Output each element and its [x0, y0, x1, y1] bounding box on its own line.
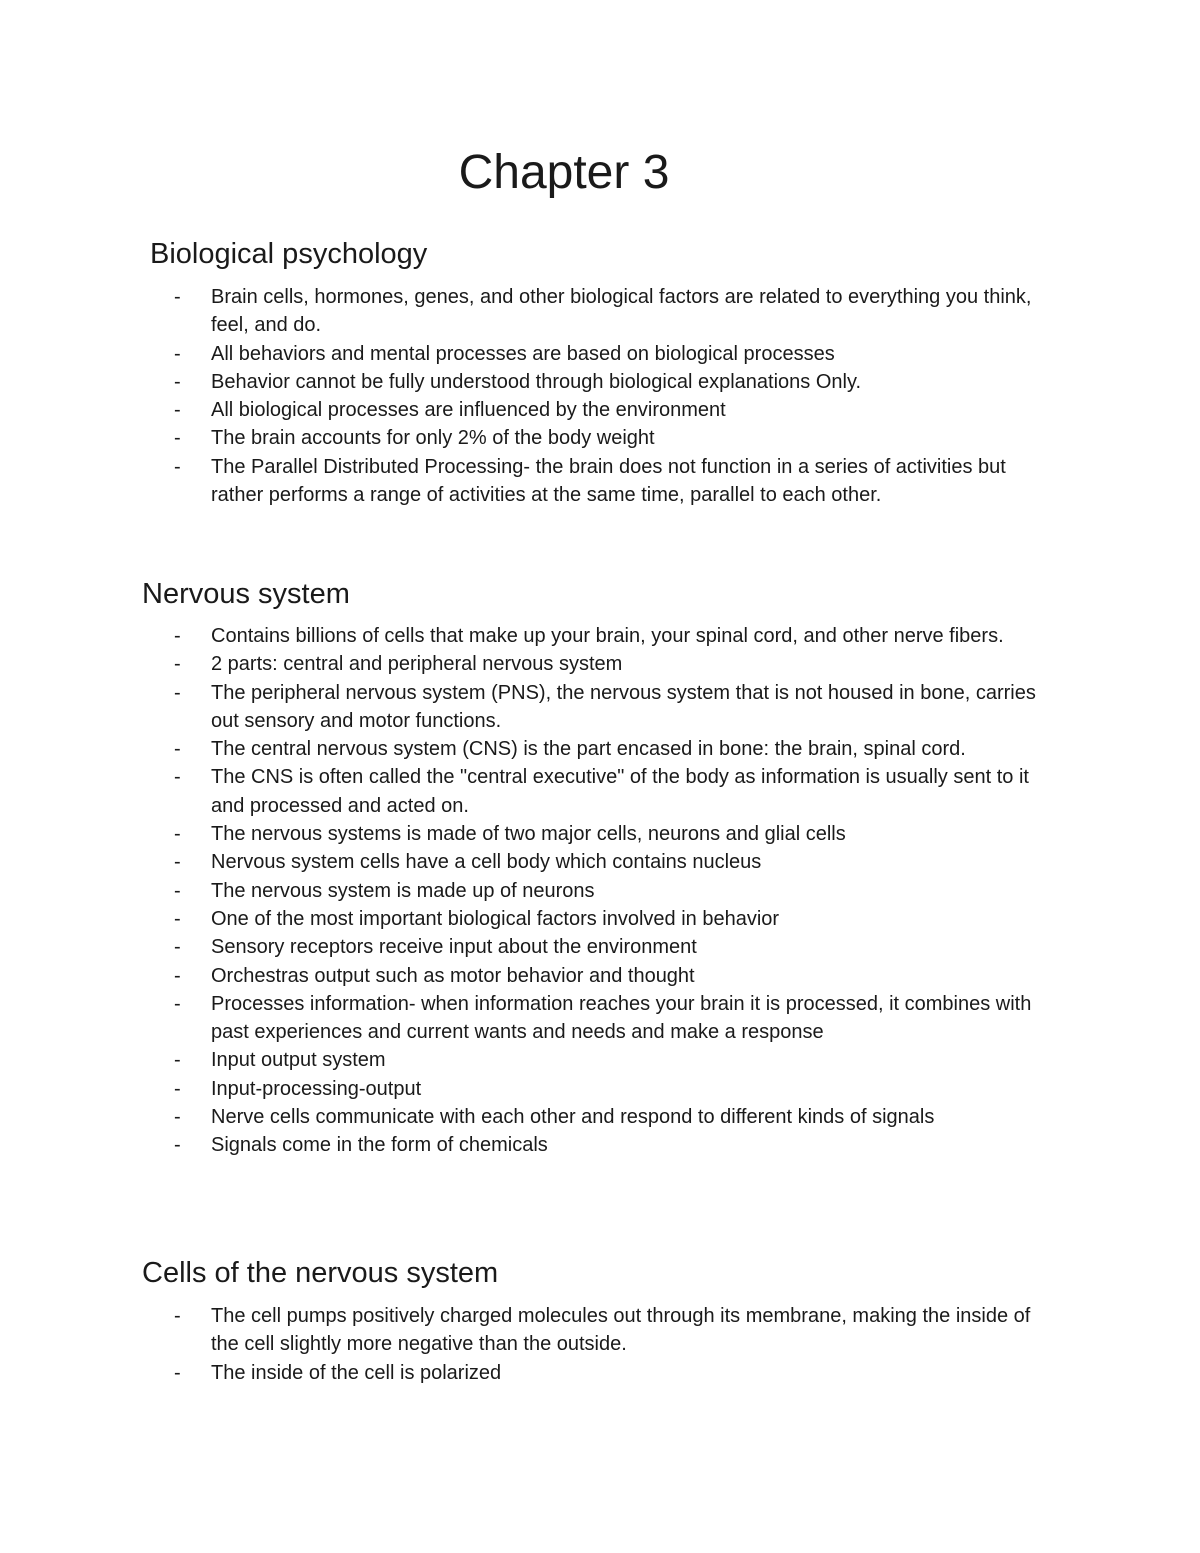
list-item-text: Input output system: [211, 1049, 386, 1072]
bullet-dash: -: [174, 653, 181, 676]
biological-psychology-list: [0, 283, 1200, 509]
bullet-dash: -: [174, 964, 181, 987]
nervous-system-list: [0, 622, 1200, 1160]
list-item-text: All biological processes are influenced by the environment: [211, 399, 726, 422]
list-item-text: Processes information- when information reaches your brain it is processed, it combines with past experiences and current wants and needs and make a response: [211, 992, 1032, 1044]
list-item-text: The nervous system is made up of neurons: [211, 879, 595, 902]
list-item: [0, 622, 1061, 650]
list-item: [0, 368, 1061, 396]
bullet-dash: -: [174, 1077, 181, 1100]
page-title: Chapter 3: [458, 146, 670, 199]
list-item-text: Contains billions of cells that make up your brain, your spinal cord, and other nerve fibers.: [211, 625, 1004, 647]
list-item-text: One of the most important biological factors involved in behavior: [211, 907, 780, 930]
list-item-text: The peripheral nervous system (PNS), the nervous system that is not housed in bone, carries out sensory and motor functions.: [211, 681, 1036, 732]
bullet-dash: -: [174, 1049, 181, 1072]
list-item-text: 2 parts: central and peripheral nervous system: [211, 653, 623, 676]
list-item-text: The brain accounts for only 2% of the body weight: [211, 427, 655, 450]
bullet-dash: -: [174, 399, 181, 422]
list-item: [0, 340, 1061, 368]
list-item: [0, 1302, 1061, 1359]
list-item-text: Orchestras output such as motor behavior and thought: [211, 964, 695, 987]
list-item-text: All behaviors and mental processes are based on biological processes: [211, 342, 835, 365]
list-item: [0, 933, 1061, 961]
list-item-text: The CNS is often called the "central executive" of the body as information is usually sent to it and processed and acted on.: [211, 766, 1029, 817]
list-item-text: The cell pumps positively charged molecules out through its membrane, making the inside of the cell slightly more negative than the outside.: [211, 1305, 1031, 1356]
list-item: [0, 877, 1061, 905]
bullet-dash: -: [174, 1106, 181, 1129]
cells-of-nervous-system-list: [0, 1302, 1200, 1387]
list-item: [0, 453, 1061, 510]
bullet-dash: -: [174, 738, 181, 761]
list-item: [0, 1131, 1061, 1159]
list-item: [0, 820, 1061, 848]
bullet-dash: -: [174, 992, 181, 1015]
bullet-dash: -: [174, 936, 181, 959]
bullet-dash: -: [174, 1305, 181, 1327]
section-heading-cells-of-the-nervous-system: Cells of the nervous system: [142, 1257, 499, 1289]
list-item: [0, 283, 1061, 340]
bullet-dash: -: [174, 681, 181, 704]
bullet-dash: -: [174, 286, 181, 308]
list-item: [0, 905, 1061, 933]
list-item: [0, 396, 1061, 424]
list-item: [0, 990, 1061, 1047]
list-item-text: The inside of the cell is polarized: [211, 1361, 502, 1384]
section-heading-nervous-system: Nervous system: [142, 578, 350, 610]
list-item-text: Input-processing-output: [211, 1077, 422, 1100]
bullet-dash: -: [174, 625, 181, 647]
list-item-text: Sensory receptors receive input about the environment: [211, 936, 697, 959]
list-item: [0, 962, 1061, 990]
list-item-text: Behavior cannot be fully understood through biological explanations Only.: [211, 370, 862, 393]
bullet-dash: -: [174, 823, 181, 846]
bullet-dash: -: [174, 342, 181, 365]
list-item-text: Signals come in the form of chemicals: [211, 1134, 548, 1157]
list-item: [0, 679, 1061, 736]
list-item: [0, 735, 1061, 763]
list-item: [0, 1359, 1061, 1387]
bullet-dash: -: [174, 1361, 181, 1384]
list-item-text: The nervous systems is made of two major cells, neurons and glial cells: [211, 823, 846, 846]
bullet-dash: -: [174, 427, 181, 450]
bullet-dash: -: [174, 851, 181, 874]
list-item-text: The central nervous system (CNS) is the part encased in bone: the brain, spinal cord.: [211, 738, 966, 761]
list-item: [0, 650, 1061, 678]
list-item-text: Nerve cells communicate with each other and respond to different kinds of signals: [211, 1106, 935, 1129]
list-item-text: The Parallel Distributed Processing- the brain does not function in a series of activities but rather performs a range of activities at the same time, parallel to each other.: [211, 455, 1006, 507]
list-item: [0, 424, 1061, 452]
bullet-dash: -: [174, 879, 181, 902]
bullet-dash: -: [174, 907, 181, 930]
list-item: [0, 763, 1061, 820]
list-item: [0, 1046, 1061, 1074]
list-item-text: Brain cells, hormones, genes, and other biological factors are related to everything you think, feel, and do.: [211, 286, 1032, 337]
bullet-dash: -: [174, 766, 181, 789]
section-heading-biological-psychology: Biological psychology: [150, 238, 428, 270]
bullet-dash: -: [174, 370, 181, 393]
list-item: [0, 1103, 1061, 1131]
list-item-text: Nervous system cells have a cell body which contains nucleus: [211, 851, 762, 874]
list-item: [0, 848, 1061, 876]
bullet-dash: -: [174, 1134, 181, 1157]
list-item: [0, 1075, 1061, 1103]
bullet-dash: -: [174, 455, 181, 478]
